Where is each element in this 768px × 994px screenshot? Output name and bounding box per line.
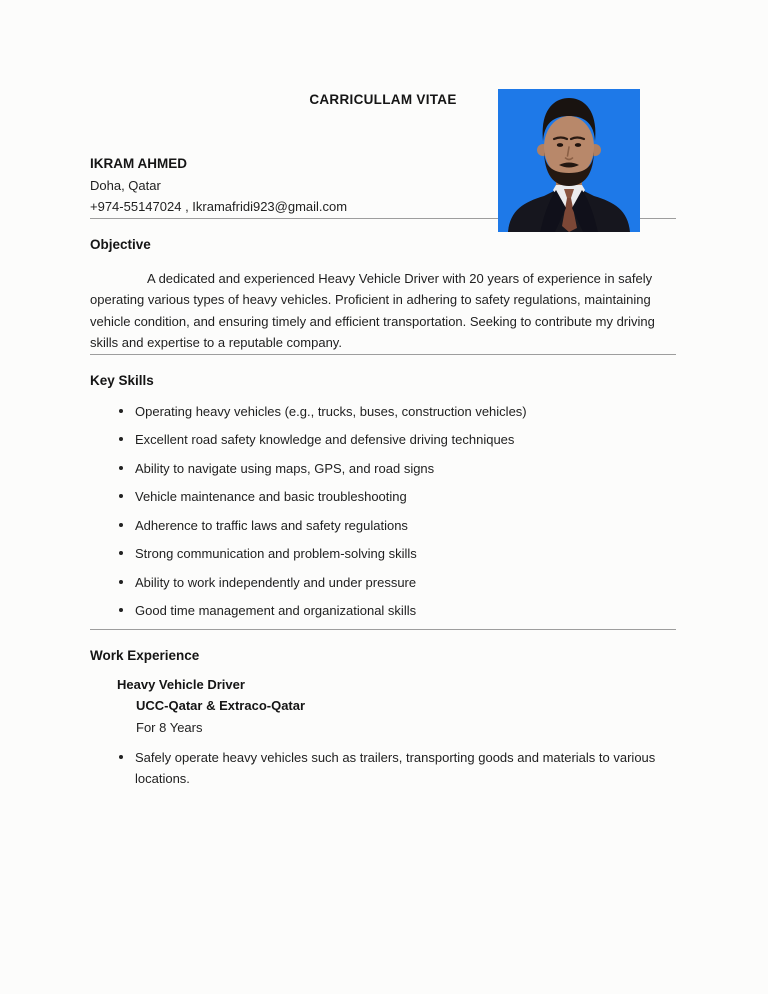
skill-item: Vehicle maintenance and basic troubleshooting [90,486,656,507]
bullet-icon [119,409,123,413]
bullet-icon [119,466,123,470]
key-skills-list [90,401,676,622]
portrait-photo-graphic [498,89,640,232]
page-title: CARRICULLAM VITAE [309,92,457,107]
bullet-icon [119,608,123,612]
skill-item: Good time management and organizational skills [90,600,656,621]
bullet-icon [119,755,123,759]
section-heading-work-experience: Work Experience [90,647,200,663]
section-heading-key-skills: Key Skills [90,372,154,388]
skill-item: Excellent road safety knowledge and defensive driving techniques [90,429,656,450]
job-title: Heavy Vehicle Driver [117,676,245,692]
skill-item: Ability to navigate using maps, GPS, and road signs [90,458,656,479]
candidate-name: IKRAM AHMED [90,156,187,171]
work-experience-list [90,747,676,789]
candidate-location: Doha, Qatar [90,177,161,193]
section-divider [90,354,676,355]
section-heading-objective: Objective [90,236,151,252]
skill-item: Adherence to traffic laws and safety regulations [90,515,656,536]
bullet-icon [119,551,123,555]
section-divider [90,629,676,630]
objective-text: A dedicated and experienced Heavy Vehicle Driver with 20 years of experience in safely operating various types of heavy vehicles. Proficient in adhering to safety regulations, maintaining vehicle condition, and ensuring timely and efficient transportation. Seeking to contribute my driving skills and expertise to a reputable company. [90,270,655,350]
candidate-contact: +974-55147024 , Ikramafridi923@gmail.com [90,199,348,214]
job-duration: For 8 Years [136,719,203,735]
company-name: UCC-Qatar & Extraco-Qatar [136,698,306,713]
bullet-icon [119,523,123,527]
portrait-photo [498,89,640,232]
skill-item: Operating heavy vehicles (e.g., trucks, buses, construction vehicles) [90,401,656,422]
bullet-icon [119,494,123,498]
bullet-icon [119,580,123,584]
skill-item: Ability to work independently and under pressure [90,572,656,593]
skill-item: Strong communication and problem-solving skills [90,543,656,564]
experience-item: Safely operate heavy vehicles such as trailers, transporting goods and materials to various locations. [90,747,656,789]
bullet-icon [119,437,123,441]
